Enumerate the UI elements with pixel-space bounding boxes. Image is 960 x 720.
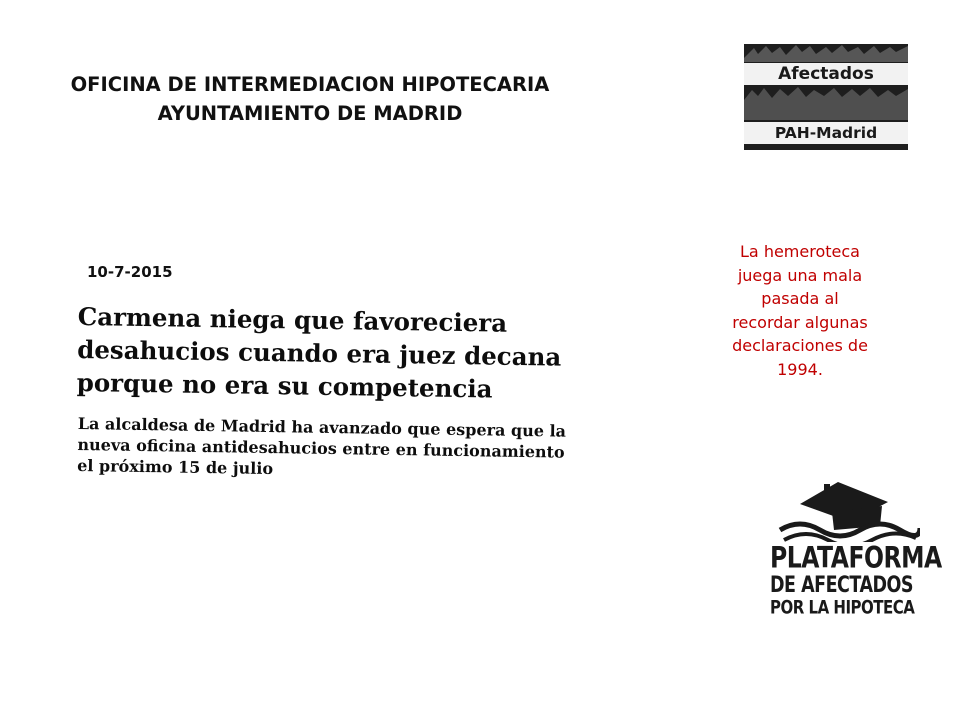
plataforma-line-1: PLATAFORMA [770, 540, 942, 575]
note-line-1: La hemeroteca [740, 242, 860, 261]
clipping-headline [76, 300, 562, 407]
clipping-subhead [77, 413, 567, 484]
note-line-5: declaraciones de [732, 336, 868, 355]
title-line-1: OFICINA DE INTERMEDIACION HIPOTECARIA [70, 73, 550, 96]
page-title [40, 70, 580, 128]
note-line-4: recordar algunas [732, 312, 868, 332]
note-line-2: juega una mala [737, 265, 863, 285]
clipping-date: 10-7-2015 [87, 263, 173, 281]
pah-badge-line-2: PAH-Madrid [744, 122, 908, 144]
note-line-6: 1994. [777, 359, 823, 379]
pah-madrid-logo [744, 44, 908, 150]
note-line-3: pasada al [761, 289, 839, 308]
subhead-line-3: el próximo 15 de julio [77, 455, 274, 479]
sinking-house-icon [770, 478, 920, 542]
headline-line-1: Carmena niega que favoreciera [77, 301, 508, 338]
pah-badge-line-1: Afectados [744, 63, 908, 85]
plataforma-line-2: DE AFECTADOS [770, 573, 913, 598]
title-line-2: AYUNTAMIENTO DE MADRID [157, 102, 463, 125]
commentary-note [700, 240, 900, 381]
headline-line-2: desahucios cuando era juez decana [76, 334, 562, 372]
plataforma-logo [770, 478, 942, 619]
plataforma-line-3: POR LA HIPOTECA [770, 596, 915, 619]
subhead-line-1: La alcaldesa de Madrid ha avanzado que espera que la [77, 413, 567, 441]
subhead-line-2: nueva oficina antidesahucios entre en funcionamiento [77, 434, 565, 462]
newspaper-clipping [76, 300, 567, 479]
headline-line-3: porque no era su competencia [76, 367, 493, 404]
